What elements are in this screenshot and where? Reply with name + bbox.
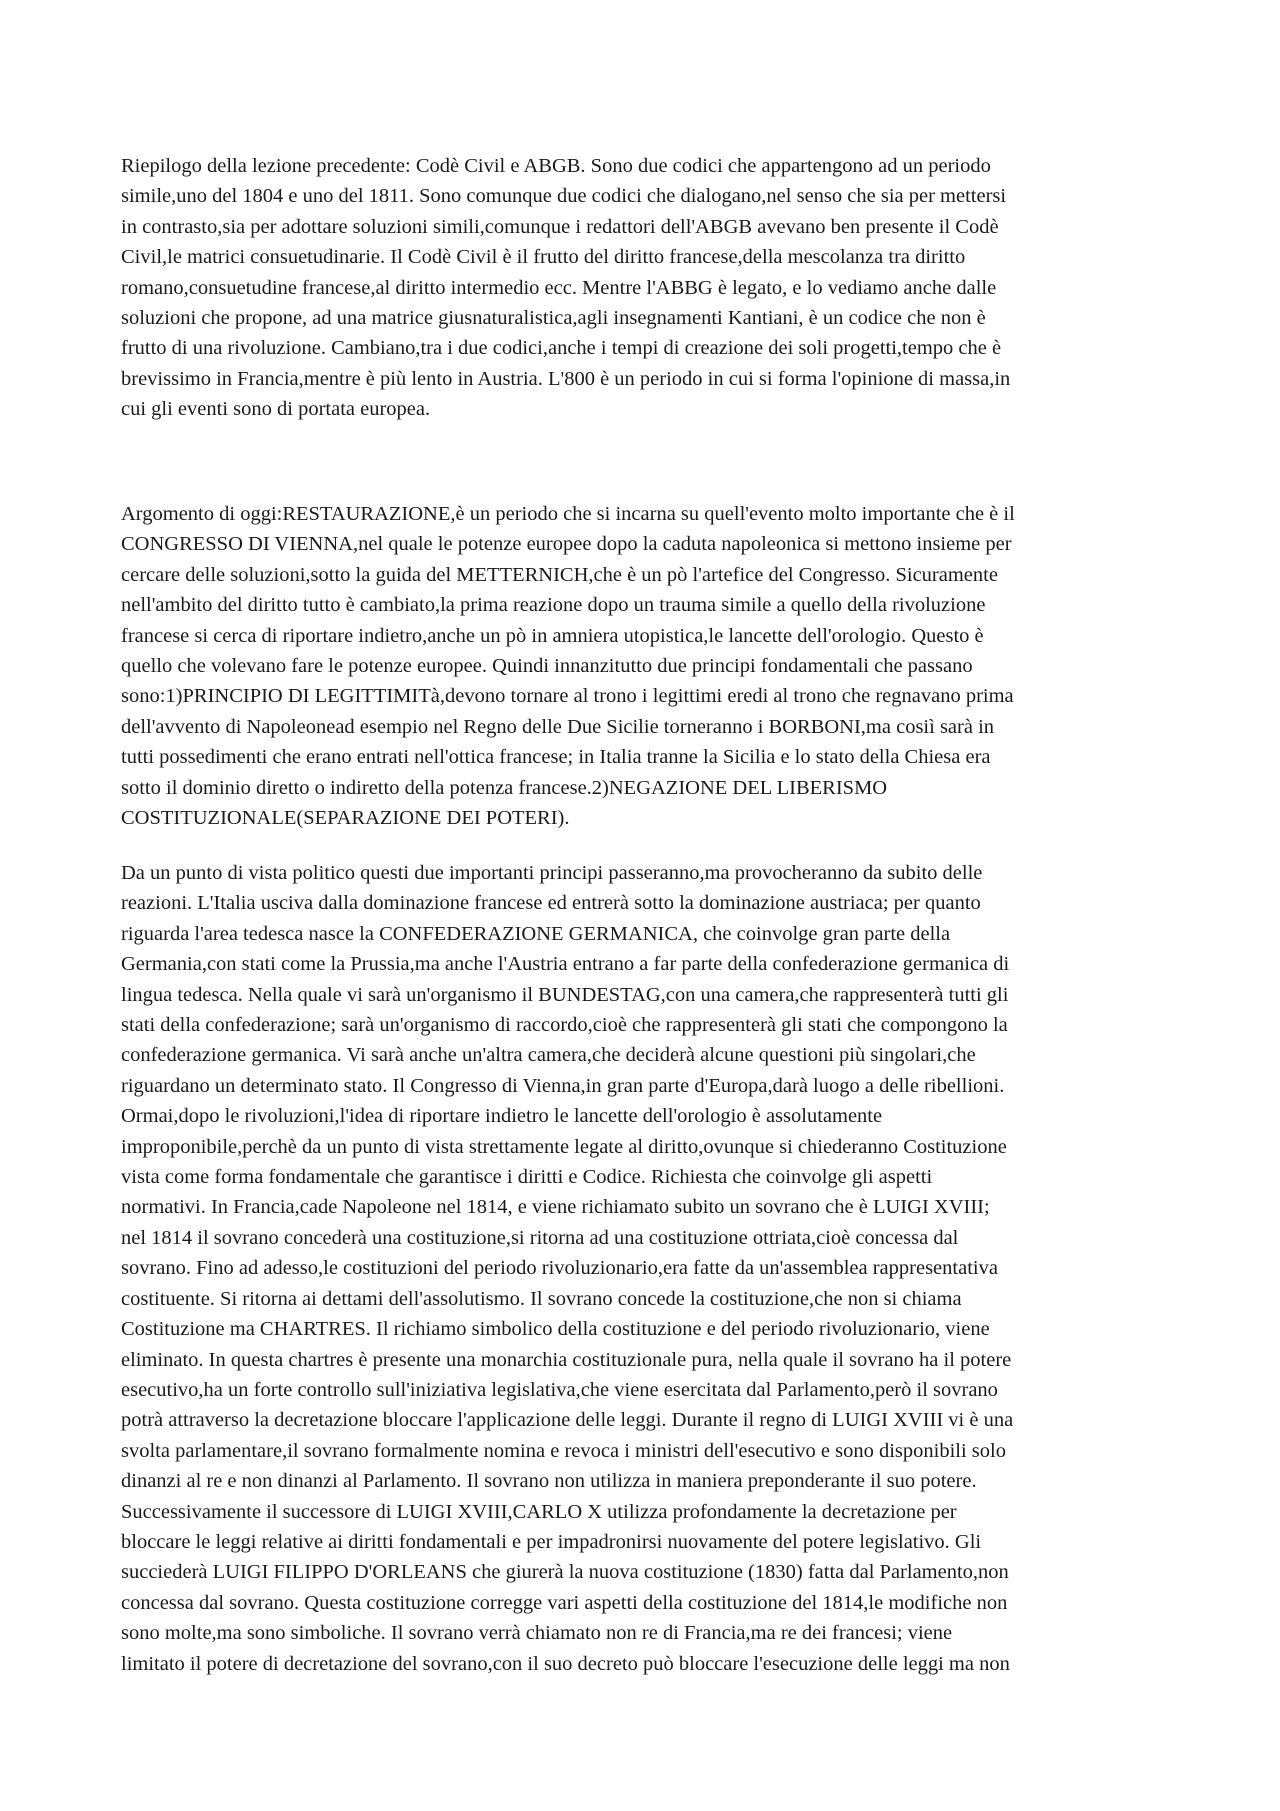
paragraph-restaurazione: Argomento di oggi:RESTAURAZIONE,è un periodo che si incarna su quell'evento molto importante che è il CONGRESSO DI VIENNA,nel quale le potenze europee dopo la caduta napoleonica si mettono insieme per cercare delle soluzioni,sotto la guida del METTERNICH,che è un pò l'artefice del Congresso. Sicuramente nell'ambito del diritto tutto è cambiato,la prima reazione dopo un trauma simile a quello della rivoluzione francese si cerca di riportare indietro,anche un pò in amniera utopistica,le lancette dell'orologio. Questo è quello che volevano fare le potenze europee. Quindi innanzitutto due principi fondamentali che passano sono:1)PRINCIPIO DI LEGITTIMITà,devono tornare al trono i legittimi eredi al trono che regnavano prima dell'avvento di Napoleonead esempio nel Regno delle Due Sicilie torneranno i BORBONI,ma cosiì sarà in tutti possedimenti che erano entrati nell'ottica francese; in Italia tranne la Sicilia e lo stato della Chiesa era sotto il dominio diretto o indiretto della potenza francese.2)NEGAZIONE DEL LIBERISMO COSTITUZIONALE(SEPARAZIONE DEI POTERI).	[121, 503, 1015, 830]
paragraph-political-consequences: Da un punto di vista politico questi due importanti principi passeranno,ma provocheranno da subito delle reazioni. L'Italia usciva dalla dominazione francese ed entrerà sotto la dominazione austriaca; per quanto riguarda l'area tedesca nasce la CONFEDERAZIONE GERMANICA, che coinvolge gran parte della Germania,con stati come la Prussia,ma anche l'Austria entrano a far parte della confederazione germanica di lingua tedesca. Nella quale vi sarà un'organismo il BUNDESTAG,con una camera,che rappresenterà tutti gli stati della confederazione; sarà un'organismo di raccordo,cioè che rappresenterà gli stati che compongono la confederazione germanica. Vi sarà anche un'altra camera,che deciderà alcune questioni più singolari,che riguardano un determinato stato. Il Congresso di Vienna,in gran parte d'Europa,darà luogo a delle ribellioni. Ormai,dopo le rivoluzioni,l'idea di riportare indietro le lancette dell'orologio è assolutamente improponibile,perchè da un punto di vista strettamente legate al diritto,ovunque si chiederanno Costituzione vista come forma fondamentale che garantisce i diritti e Codice. Richiesta che coinvolge gli aspetti normativi. In Francia,cade Napoleone nel 1814, e viene richiamato subito un sovrano che è LUIGI XVIII; nel 1814 il sovrano concederà una costituzione,si ritorna ad una costituzione ottriata,cioè concessa dal sovrano. Fino ad adesso,le costituzioni del periodo rivoluzionario,era fatte da un'assemblea rappresentativa costituente. Si ritorna ai dettami dell'assolutismo. Il sovrano concede la costituzione,che non si chiama Costituzione ma CHARTRES. Il richiamo simbolico della costituzione e del periodo rivoluzionario, viene eliminato. In questa chartres è presente una monarchia costituzionale pura, nella quale il sovrano ha il potere esecutivo,ha un forte controllo sull'iniziativa legislativa,che viene esercitata dal Parlamento,però il sovrano potrà attraverso la decretazione bloccare l'applicazione delle leggi. Durante il regno di LUIGI XVIII vi è una svolta parlamentare,il sovrano formalmente nomina e revoca i ministri dell'esecutivo e sono disponibili solo dinanzi al re e non dinanzi al Parlamento. Il sovrano non utilizza in maniera preponderante il suo potere. Successivamente il successore di LUIGI XVIII,CARLO X utilizza profondamente la decretazione per bloccare le leggi relative ai diritti fondamentali e per impadronirsi nuovamente del potere legislativo. Gli succiederà LUIGI FILIPPO D'ORLEANS che giurerà la nuova costituzione (1830) fatta dal Parlamento,non concessa dal sovrano. Questa costituzione corregge vari aspetti della costituzione del 1814,le modifiche non sono molte,ma sono simboliche. Il sovrano verrà chiamato non re di Francia,ma re dei francesi; viene limitato il potere di decretazione del sovrano,con il suo decreto può bloccare l'esecuzione delle leggi ma non	[121, 862, 1014, 1675]
paragraph-recap: Riepilogo della lezione precedente: Codè Civil e ABGB. Sono due codici che appartengono ad un periodo simile,uno del 1804 e uno del 1811. Sono comunque due codici che dialogano,nel senso che sia per mettersi in contrasto,sia per adottare soluzioni simili,comunque i redattori dell'ABGB avevano ben presente il Codè Civil,le matrici consuetudinarie. Il Codè Civil è il frutto del diritto francese,della mescolanza tra diritto romano,consuetudine francese,al diritto intermedio ecc. Mentre l'ABBG è legato, e lo vediamo anche dalle soluzioni che propone, ad una matrice giusnaturalistica,agli insegnamenti Kantiani, è un codice che non è frutto di una rivoluzione. Cambiano,tra i due codici,anche i tempi di creazione dei soli progetti,tempo che è brevissimo in Francia,mentre è più lento in Austria. L'800 è un periodo in cui si forma l'opinione di massa,in cui gli eventi sono di portata europea.	[121, 155, 1011, 421]
